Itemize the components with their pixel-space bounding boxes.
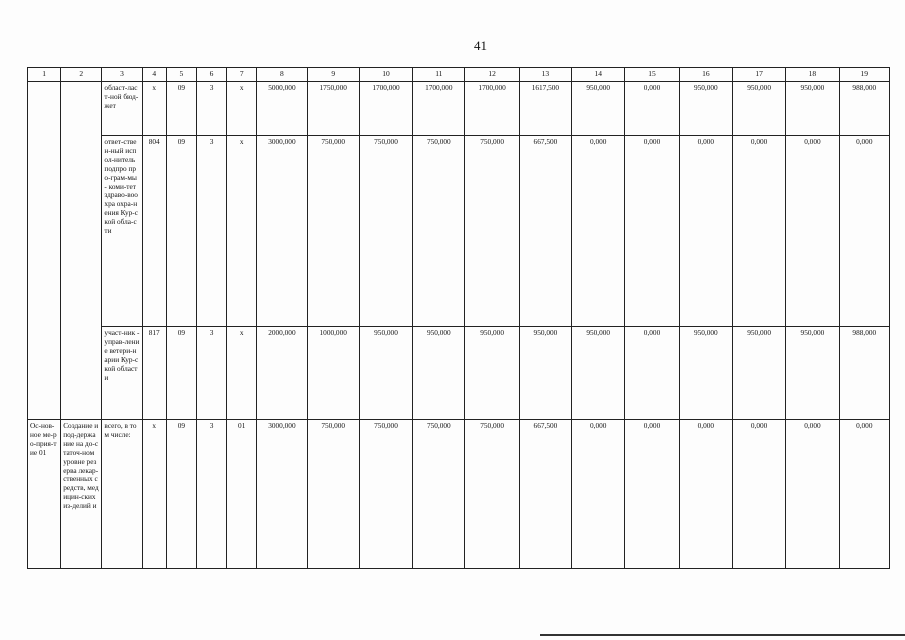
header-cell: 17 (732, 68, 785, 82)
amount-cell: 0,000 (625, 420, 679, 569)
amount-cell: 750,000 (413, 136, 465, 327)
amount-cell: 5000,000 (257, 82, 307, 136)
amount-cell: 0,000 (572, 136, 625, 327)
code-cell: 01 (227, 420, 257, 569)
page-number: 41 (474, 38, 487, 53)
header-cell: 5 (166, 68, 196, 82)
amount-cell: 1700,000 (359, 82, 412, 136)
header-cell: 19 (839, 68, 889, 82)
amount-cell: 0,000 (732, 136, 785, 327)
table-row (28, 420, 890, 569)
header-cell: 12 (465, 68, 519, 82)
source-cell: област-ласт-ной бюд-жет (102, 82, 142, 136)
event-cell (28, 82, 61, 420)
code-cell: 804 (142, 136, 166, 327)
code-cell: 09 (166, 82, 196, 136)
amount-cell: 3000,000 (257, 420, 307, 569)
amount-cell: 750,000 (465, 136, 519, 327)
header-cell: 16 (679, 68, 732, 82)
source-cell: ответ-ствен-ный испол-нитель подпро про-грам-мы - коми-тет здраво-воохра охра-нения Кур-ской обла-сти (102, 136, 142, 327)
code-cell: 3 (196, 136, 226, 327)
amount-cell: 0,000 (786, 136, 839, 327)
amount-cell: 950,000 (732, 327, 785, 420)
amount-cell: 750,000 (465, 420, 519, 569)
header-cell: 15 (625, 68, 679, 82)
header-cell: 10 (359, 68, 412, 82)
event-cell: Ос-нов-ное ме-ро-прия-тие 01 (28, 420, 61, 569)
amount-cell: 950,000 (519, 327, 571, 420)
header-cell: 8 (257, 68, 307, 82)
code-cell: х (227, 136, 257, 327)
amount-cell: 3000,000 (257, 136, 307, 327)
amount-cell: 0,000 (786, 420, 839, 569)
header-cell: 4 (142, 68, 166, 82)
amount-cell: 1700,000 (465, 82, 519, 136)
source-cell: всего, в том числе: (102, 420, 142, 569)
code-cell: х (227, 327, 257, 420)
source-cell: участ-ник - управ-ление ветери-нарии Кур-ской области (102, 327, 142, 420)
amount-cell: 2000,000 (257, 327, 307, 420)
event-name-cell (61, 82, 102, 420)
code-cell: 09 (166, 420, 196, 569)
amount-cell: 950,000 (359, 327, 412, 420)
amount-cell: 0,000 (839, 420, 889, 569)
table-row (28, 82, 890, 136)
header-cell: 7 (227, 68, 257, 82)
amount-cell: 0,000 (625, 82, 679, 136)
header-cell: 1 (28, 68, 61, 82)
amount-cell: 0,000 (839, 136, 889, 327)
budget-table (27, 67, 890, 569)
amount-cell: 750,000 (413, 420, 465, 569)
header-row (28, 68, 890, 82)
code-cell: 09 (166, 327, 196, 420)
header-cell: 6 (196, 68, 226, 82)
code-cell: х (142, 82, 166, 136)
amount-cell: 667,500 (519, 420, 571, 569)
amount-cell: 950,000 (465, 327, 519, 420)
code-cell: х (142, 420, 166, 569)
amount-cell: 750,000 (307, 136, 359, 327)
code-cell: 817 (142, 327, 166, 420)
amount-cell: 750,000 (359, 420, 412, 569)
header-cell: 3 (102, 68, 142, 82)
amount-cell: 988,000 (839, 82, 889, 136)
amount-cell: 1000,000 (307, 327, 359, 420)
amount-cell: 950,000 (786, 327, 839, 420)
header-cell: 13 (519, 68, 571, 82)
amount-cell: 950,000 (732, 82, 785, 136)
event-name-cell: Создание и под-держание на до-статоч-ном уровне резерва лекар-ственных средств, медицин-ских из-делий и (61, 420, 102, 569)
code-cell: 3 (196, 327, 226, 420)
amount-cell: 950,000 (413, 327, 465, 420)
amount-cell: 750,000 (307, 420, 359, 569)
header-cell: 9 (307, 68, 359, 82)
amount-cell: 0,000 (572, 420, 625, 569)
amount-cell: 1617,500 (519, 82, 571, 136)
amount-cell: 950,000 (572, 327, 625, 420)
code-cell: 3 (196, 420, 226, 569)
amount-cell: 1750,000 (307, 82, 359, 136)
amount-cell: 950,000 (786, 82, 839, 136)
amount-cell: 0,000 (679, 420, 732, 569)
header-cell: 11 (413, 68, 465, 82)
header-cell: 14 (572, 68, 625, 82)
code-cell: 09 (166, 136, 196, 327)
amount-cell: 988,000 (839, 327, 889, 420)
amount-cell: 950,000 (679, 327, 732, 420)
amount-cell: 667,500 (519, 136, 571, 327)
amount-cell: 950,000 (679, 82, 732, 136)
amount-cell: 0,000 (732, 420, 785, 569)
scan-edge-line (540, 634, 905, 636)
amount-cell: 950,000 (572, 82, 625, 136)
code-cell: 3 (196, 82, 226, 136)
table-row (28, 136, 890, 327)
amount-cell: 0,000 (625, 327, 679, 420)
amount-cell: 750,000 (359, 136, 412, 327)
amount-cell: 1700,000 (413, 82, 465, 136)
header-cell: 2 (61, 68, 102, 82)
code-cell: х (227, 82, 257, 136)
header-cell: 18 (786, 68, 839, 82)
amount-cell: 0,000 (679, 136, 732, 327)
table-row (28, 327, 890, 420)
amount-cell: 0,000 (625, 136, 679, 327)
